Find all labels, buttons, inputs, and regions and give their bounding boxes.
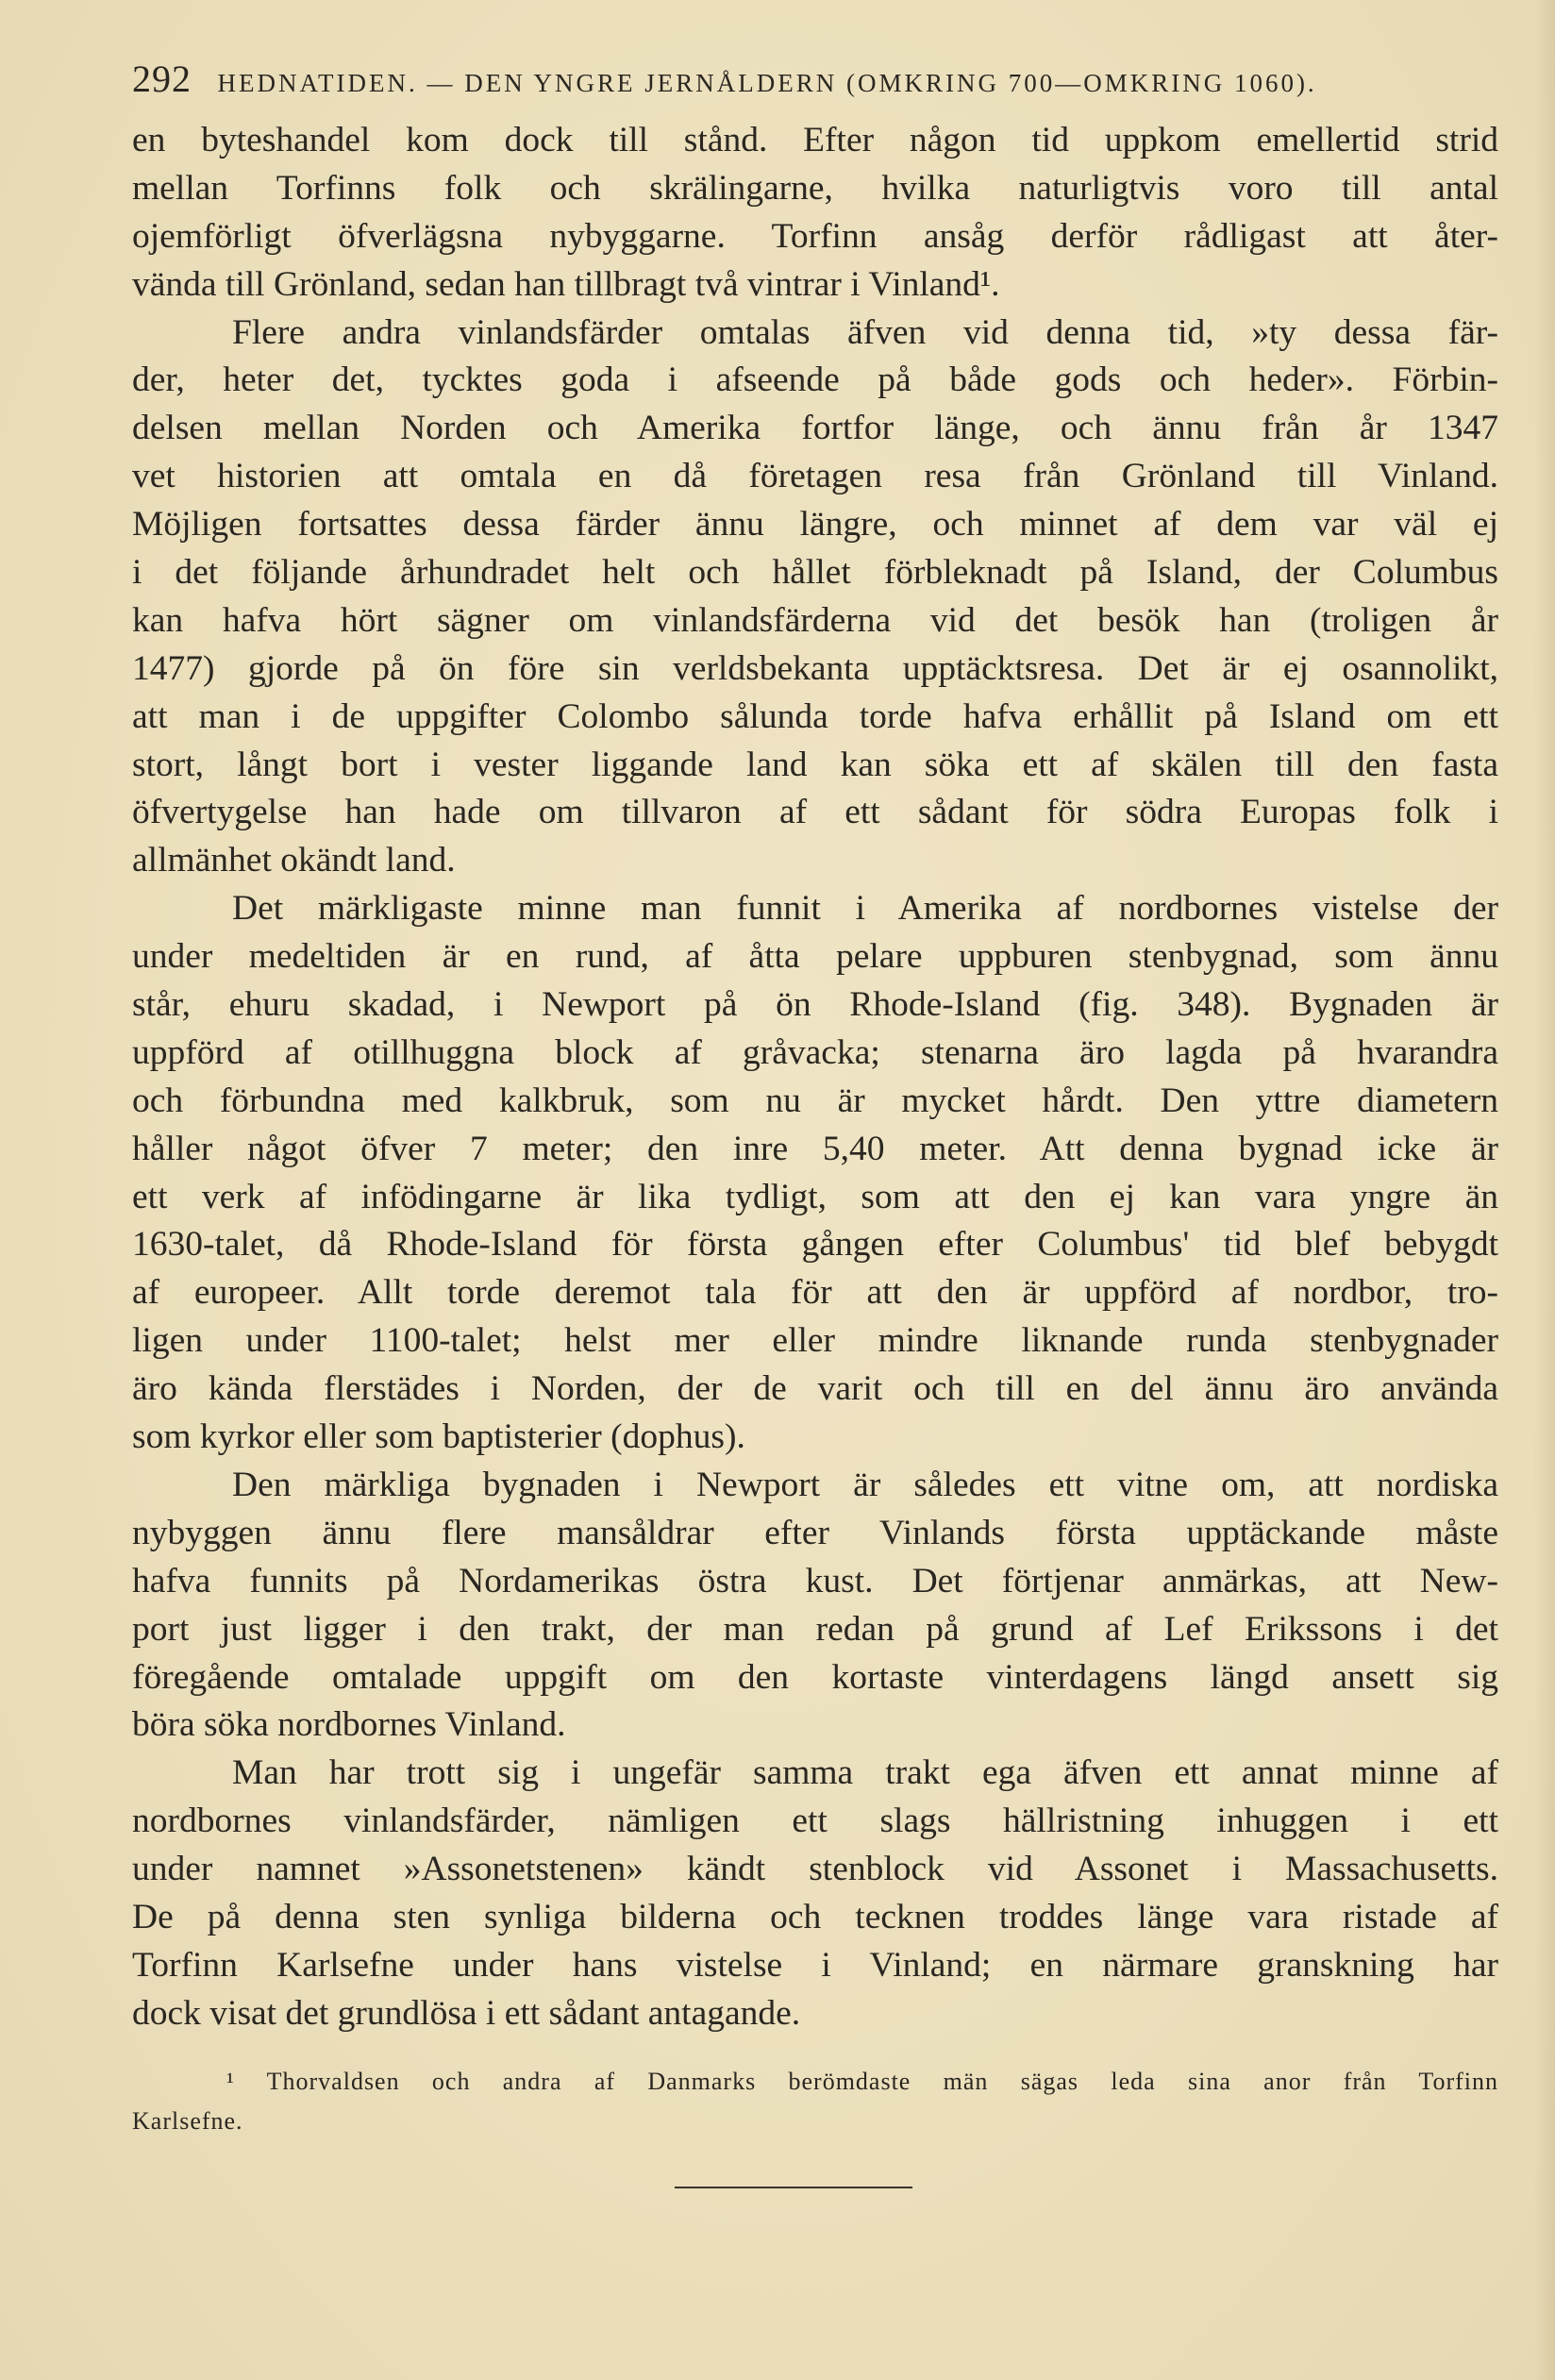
text-line: öfvertygelse han hade om tillvaron af ett sådant för södra Europas folk i: [132, 793, 1498, 832]
page-number: 292: [132, 58, 192, 100]
text-line: kan hafva hört sägner om vinlandsfärderna vid det besök han (troligen år: [132, 600, 1498, 640]
text-line: äro kända flerstädes i Norden, der de varit och till en del ännu äro använda: [132, 1369, 1498, 1409]
text-line: port just ligger i den trakt, der man redan på grund af Lef Erikssons i det: [132, 1609, 1498, 1649]
text-line: nordbornes vinlandsfärder, nämligen ett slags hällristning inhuggen i ett: [132, 1802, 1498, 1841]
text-line: der, heter det, tycktes goda i afseende på både gods och heder». Förbin-: [132, 360, 1498, 400]
footer-rule: [675, 2187, 912, 2188]
text-line: vet historien att omtala en då företagen resa från Grönland till Vinland.: [132, 457, 1498, 496]
text-line: böra söka nordbornes Vinland.: [132, 1705, 566, 1745]
footnote: [132, 2062, 1498, 2141]
text-line: ett verk af infödingarne är lika tydligt, som att den ej kan vara yngre än: [132, 1177, 1498, 1216]
text-line: ojemförligt öfverlägsna nybyggarne. Torfinn ansåg derför rådligast att åter-: [132, 216, 1498, 256]
text-line: hafva funnits på Nordamerikas östra kust. Det förtjenar anmärkas, att New-: [132, 1561, 1498, 1601]
footnote-line: ¹ Thorvaldsen och andra af Danmarks berömdaste män sägas leda sina anor från Torfinn: [226, 2068, 1498, 2095]
running-head: [132, 57, 1453, 101]
text-line: under namnet »Assonetstenen» kändt stenblock vid Assonet i Massachusetts.: [132, 1850, 1498, 1889]
text-line: 1630-talet, då Rhode-Island för första gången efter Columbus' tid blef bebygdt: [132, 1225, 1498, 1265]
text-line: mellan Torfinns folk och skrälingarne, hvilka naturligtvis voro till antal: [132, 168, 1498, 208]
page-edge-shadow: [1534, 0, 1555, 2380]
text-line: Man har trott sig i ungefär samma trakt ega äfven ett annat minne af: [232, 1753, 1498, 1793]
text-line: står, ehuru skadad, i Newport på ön Rhode-Island (fig. 348). Bygnaden är: [132, 985, 1498, 1025]
text-line: att man i de uppgifter Colombo sålunda torde hafva erhållit på Island om ett: [132, 696, 1498, 736]
text-line: Det märkligaste minne man funnit i Amerika af nordbornes vistelse der: [232, 889, 1498, 929]
text-line: af europeer. Allt torde deremot tala för att den är uppförd af nordbor, tro-: [132, 1273, 1498, 1313]
text-line: under medeltiden är en rund, af åtta pelare uppburen stenbygnad, som ännu: [132, 937, 1498, 977]
text-line: Torfinn Karlsefne under hans vistelse i Vinland; en närmare granskning har: [132, 1945, 1498, 1985]
footnote-line: Karlsefne.: [132, 2107, 243, 2135]
text-line: och förbundna med kalkbruk, som nu är mycket hårdt. Den yttre diametern: [132, 1081, 1498, 1120]
text-line: delsen mellan Norden och Amerika fortfor länge, och ännu från år 1347: [132, 409, 1498, 448]
text-line: nybyggen ännu flere mansåldrar efter Vinlands första upptäckande måste: [132, 1513, 1498, 1552]
text-line: föregående omtalade uppgift om den kortaste vinterdagens längd ansett sig: [132, 1657, 1498, 1697]
text-line: stort, långt bort i vester liggande land kan söka ett af skälen till den fasta: [132, 745, 1498, 784]
text-line: Den märkliga bygnaden i Newport är således ett vitne om, att nordiska: [232, 1465, 1498, 1504]
text-line: Möjligen fortsattes dessa färder ännu längre, och minnet af dem var väl ej: [132, 505, 1498, 545]
text-line: i det följande århundradet helt och hållet förbleknadt på Island, der Columbus: [132, 553, 1498, 593]
text-line: Flere andra vinlandsfärder omtalas äfven vid denna tid, »ty dessa fär-: [232, 312, 1498, 352]
text-line: 1477) gjorde på ön före sin verldsbekanta upptäcktsresa. Det är ej osannolikt,: [132, 648, 1498, 688]
text-line: uppförd af otillhuggna block af gråvacka; stenarna äro lagda på hvarandra: [132, 1032, 1498, 1072]
text-line: som kyrkor eller som baptisterier (dophus).: [132, 1417, 745, 1457]
running-title: HEDNATIDEN. — DEN YNGRE JERNÅLDERN (OMKRING 700—OMKRING 1060).: [217, 69, 1317, 97]
text-line: De på denna sten synliga bilderna och tecknen troddes länge vara ristade af: [132, 1897, 1498, 1936]
text-line: ligen under 1100-talet; helst mer eller mindre liknande runda stenbygnader: [132, 1321, 1498, 1361]
body-text: [132, 117, 1498, 2038]
text-line: vända till Grönland, sedan han tillbragt två vintrar i Vinland¹.: [132, 264, 1000, 304]
text-line: dock visat det grundlösa i ett sådant antagande.: [132, 1993, 801, 2033]
text-line: allmänhet okändt land.: [132, 841, 456, 880]
text-line: håller något öfver 7 meter; den inre 5,40 meter. Att denna bygnad icke är: [132, 1129, 1498, 1168]
text-line: en byteshandel kom dock till stånd. Efter någon tid uppkom emellertid strid: [132, 121, 1498, 159]
